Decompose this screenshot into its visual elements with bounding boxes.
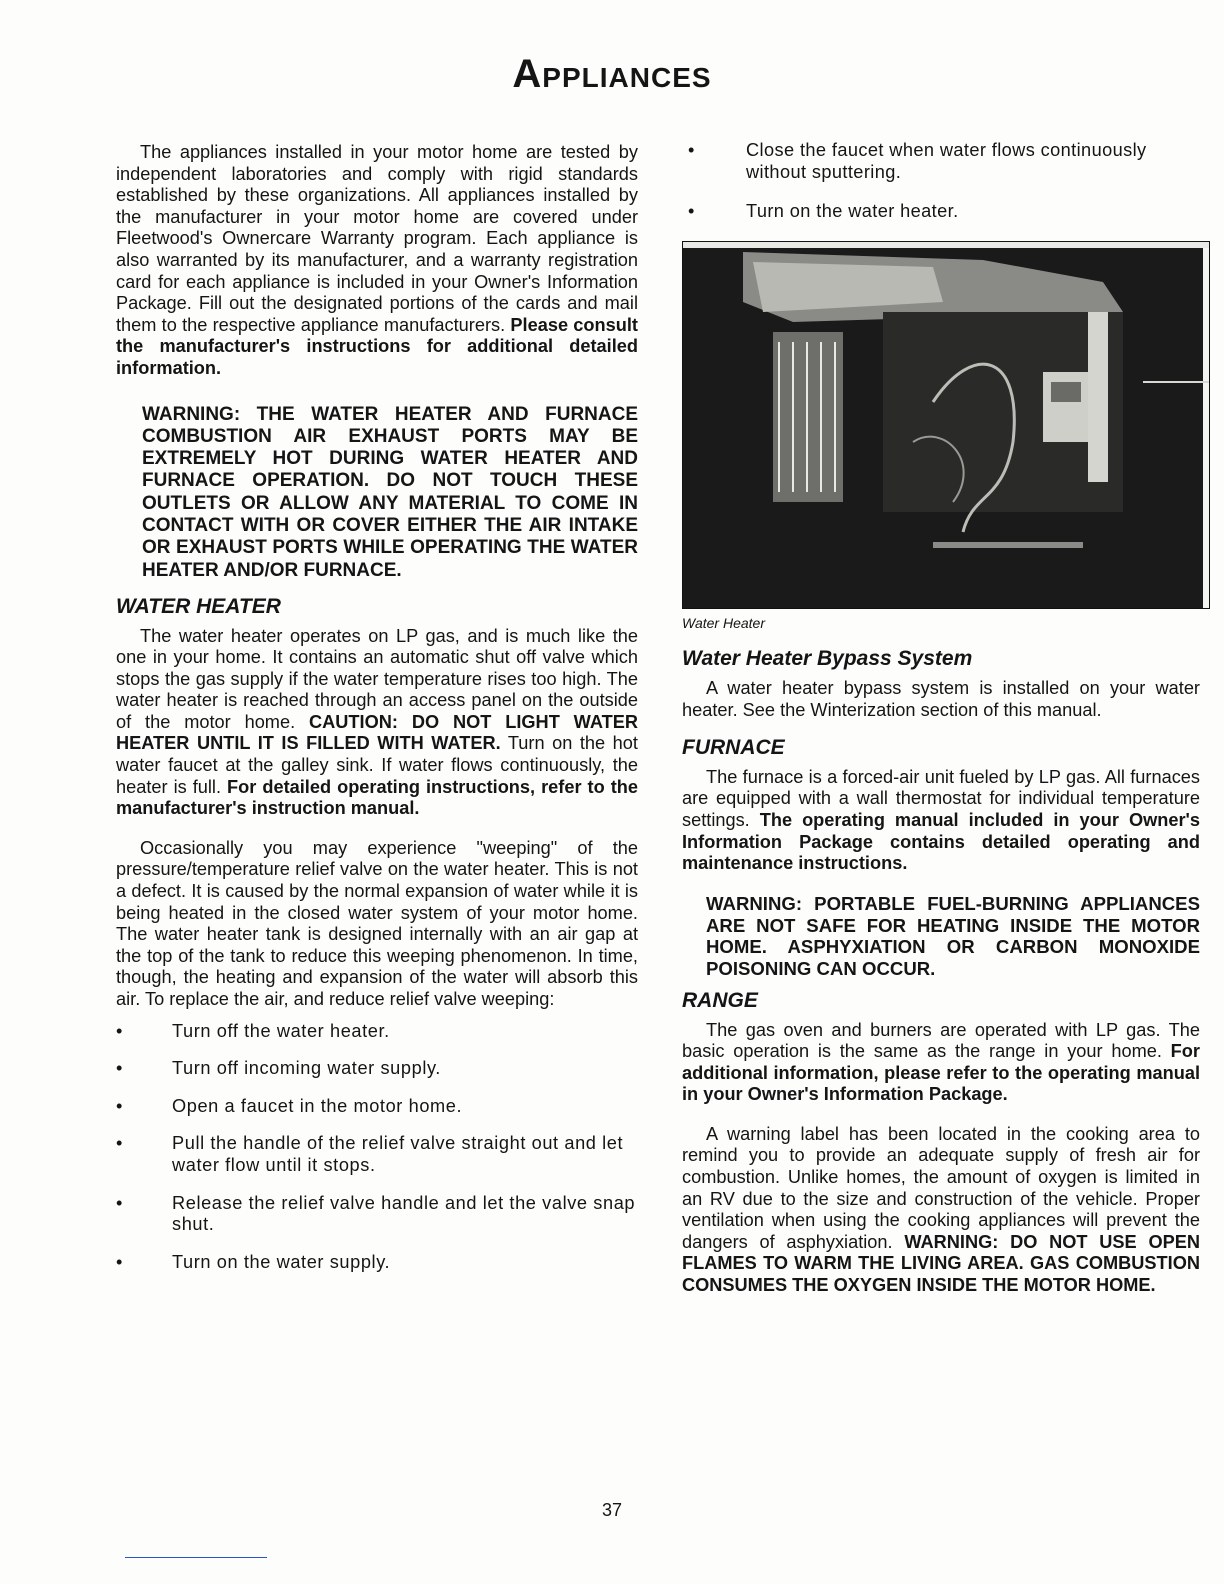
photo-caption: Water Heater bbox=[682, 614, 765, 631]
exhaust-warning: WARNING: THE WATER HEATER AND FURNACE COMBUSTION AIR EXHAUST PORTS MAY BE EXTREMELY HOT DURING WATER HEATER AND FURNACE OPERATION. DO NOT TOUCH THESE OUTLETS OR ALLOW ANY MATERIAL TO COME IN CONTACT WITH OR COVER EITHER THE AIR INTAKE OR EXHAUST PORTS WHILE OPERATING THE WATER HEATER AND/OR FURNACE. bbox=[142, 403, 638, 581]
ventilation-text: A warning label has been located in the cooking area to remind you to provide an adequate supply of fresh air for combustion. Unlike homes, the amount of oxygen is limited in an RV due to the size and construction of the vehicle. Proper ventilation when using the cooking appliances will prevent the dangers of asphyxiation. bbox=[682, 1123, 1200, 1252]
bullet-icon: • bbox=[116, 1251, 123, 1272]
bottom-rule bbox=[125, 1557, 267, 1558]
intro-bold-text: Please consult the manufacturer's instructions for additional detailed information. bbox=[116, 314, 638, 378]
bypass-heading: Water Heater Bypass System bbox=[682, 647, 973, 671]
range-paragraph bbox=[682, 1020, 1200, 1106]
intro-text: The appliances installed in your motor home are tested by independent laboratories and comply with rigid standards established by these organizations. All appliances installed by the manufacturer in your motor home are covered under Fleetwood's Ownercare Warranty program. Each appliance is also warranted by its manufacturer, and a warranty registration card for each appliance is included in your Owner's Information Package. Fill out the designated portions of the cards and mail them to the respective appliance manufacturers. bbox=[116, 142, 638, 335]
intro-paragraph bbox=[116, 142, 638, 380]
wh-bold-text: For detailed operating instructions, refer to the manufacturer's instruction manual. bbox=[116, 776, 638, 819]
bullet-icon: • bbox=[116, 1058, 123, 1079]
list-item: • Turn on the water supply. bbox=[116, 1251, 391, 1272]
relief-valve-steps bbox=[116, 1021, 638, 1274]
list-item: • Close the faucet when water flows continuously without sputtering. bbox=[688, 140, 1147, 182]
range-text: The gas oven and burners are operated with LP gas. The basic operation is the same as the range in your home. bbox=[682, 1019, 1200, 1062]
weeping-paragraph: Occasionally you may experience "weeping" of the pressure/temperature relief valve on the water heater. This is not a defect. It is caused by the normal expansion of water while it is being heated in the closed water system of your motor home. The water heater tank is designed internally with an air gap at the top of the tank to reduce this weeping phenomenon. In time, though, the heating and expansion of the water will absorb this air. To replace the air, and reduce relief valve weeping: bbox=[116, 837, 638, 1009]
list-item: • Turn off the water heater. bbox=[116, 1020, 390, 1041]
furnace-heading: FURNACE bbox=[682, 736, 785, 760]
range-bold-text: For additional information, please refer to the operating manual in your Owner's Information Package. bbox=[682, 1041, 1200, 1105]
wh-caution: CAUTION: DO NOT LIGHT WATER HEATER UNTIL IT IS FILLED WITH WATER. bbox=[116, 711, 638, 754]
wh-text: The water heater operates on LP gas, and is much like the one in your home. It contains an automatic shut off valve which stops the gas supply if the water temperature rises too high. The water heater is reached through an access panel on the outside of the motor home. bbox=[116, 625, 638, 732]
furnace-text: The furnace is a forced-air unit fueled by LP gas. All furnaces are equipped with a wall thermostat for individual temperature settings. bbox=[682, 766, 1200, 830]
list-item: • Turn on the water heater. bbox=[688, 201, 959, 222]
ventilation-paragraph bbox=[682, 1124, 1200, 1297]
list-item: • Release the relief valve handle and let the valve snap shut. bbox=[116, 1192, 636, 1235]
bullet-icon: • bbox=[116, 1192, 123, 1213]
bullet-icon: • bbox=[116, 1020, 123, 1041]
bullet-icon: • bbox=[116, 1095, 123, 1116]
water-heater-paragraph bbox=[116, 626, 638, 820]
ventilation-warning: WARNING: DO NOT USE OPEN FLAMES TO WARM THE LIVING AREA. GAS COMBUSTION CONSUMES THE OXYGEN INSIDE THE MOTOR HOME. bbox=[682, 1231, 1200, 1296]
bullet-icon: • bbox=[688, 201, 695, 222]
right-column bbox=[682, 140, 1200, 1297]
list-item: • Open a faucet in the motor home. bbox=[116, 1095, 463, 1116]
wh-text-2: Turn on the hot water faucet at the galley sink. If water flows continuously, the heater is full. bbox=[116, 733, 638, 797]
furnace-bold-text: The operating manual included in your Owner's Information Package contains detailed operating and maintenance instructions. bbox=[682, 809, 1200, 874]
water-heater-photo bbox=[682, 241, 1210, 609]
portable-appliance-warning: WARNING: PORTABLE FUEL-BURNING APPLIANCES ARE NOT SAFE FOR HEATING INSIDE THE MOTOR HOME. ASPHYXIATION OR CARBON MONOXIDE POISONING CAN OCCUR. bbox=[706, 892, 1200, 980]
bypass-paragraph: A water heater bypass system is installed on your water heater. See the Winterization section of this manual. bbox=[682, 677, 1200, 720]
list-item: • Pull the handle of the relief valve straight out and let water flow until it stops. bbox=[116, 1133, 624, 1175]
page-title: Appliances bbox=[512, 52, 712, 96]
continued-steps bbox=[682, 140, 1200, 223]
water-heater-illustration bbox=[683, 242, 1209, 608]
page-number: 37 bbox=[601, 1500, 623, 1520]
furnace-paragraph bbox=[682, 767, 1200, 875]
bullet-icon: • bbox=[116, 1133, 123, 1154]
water-heater-heading: WATER HEATER bbox=[116, 594, 281, 618]
range-heading: RANGE bbox=[682, 988, 758, 1012]
bullet-icon: • bbox=[688, 140, 695, 160]
left-column bbox=[116, 142, 638, 1289]
list-item: • Turn off incoming water supply. bbox=[116, 1058, 441, 1079]
